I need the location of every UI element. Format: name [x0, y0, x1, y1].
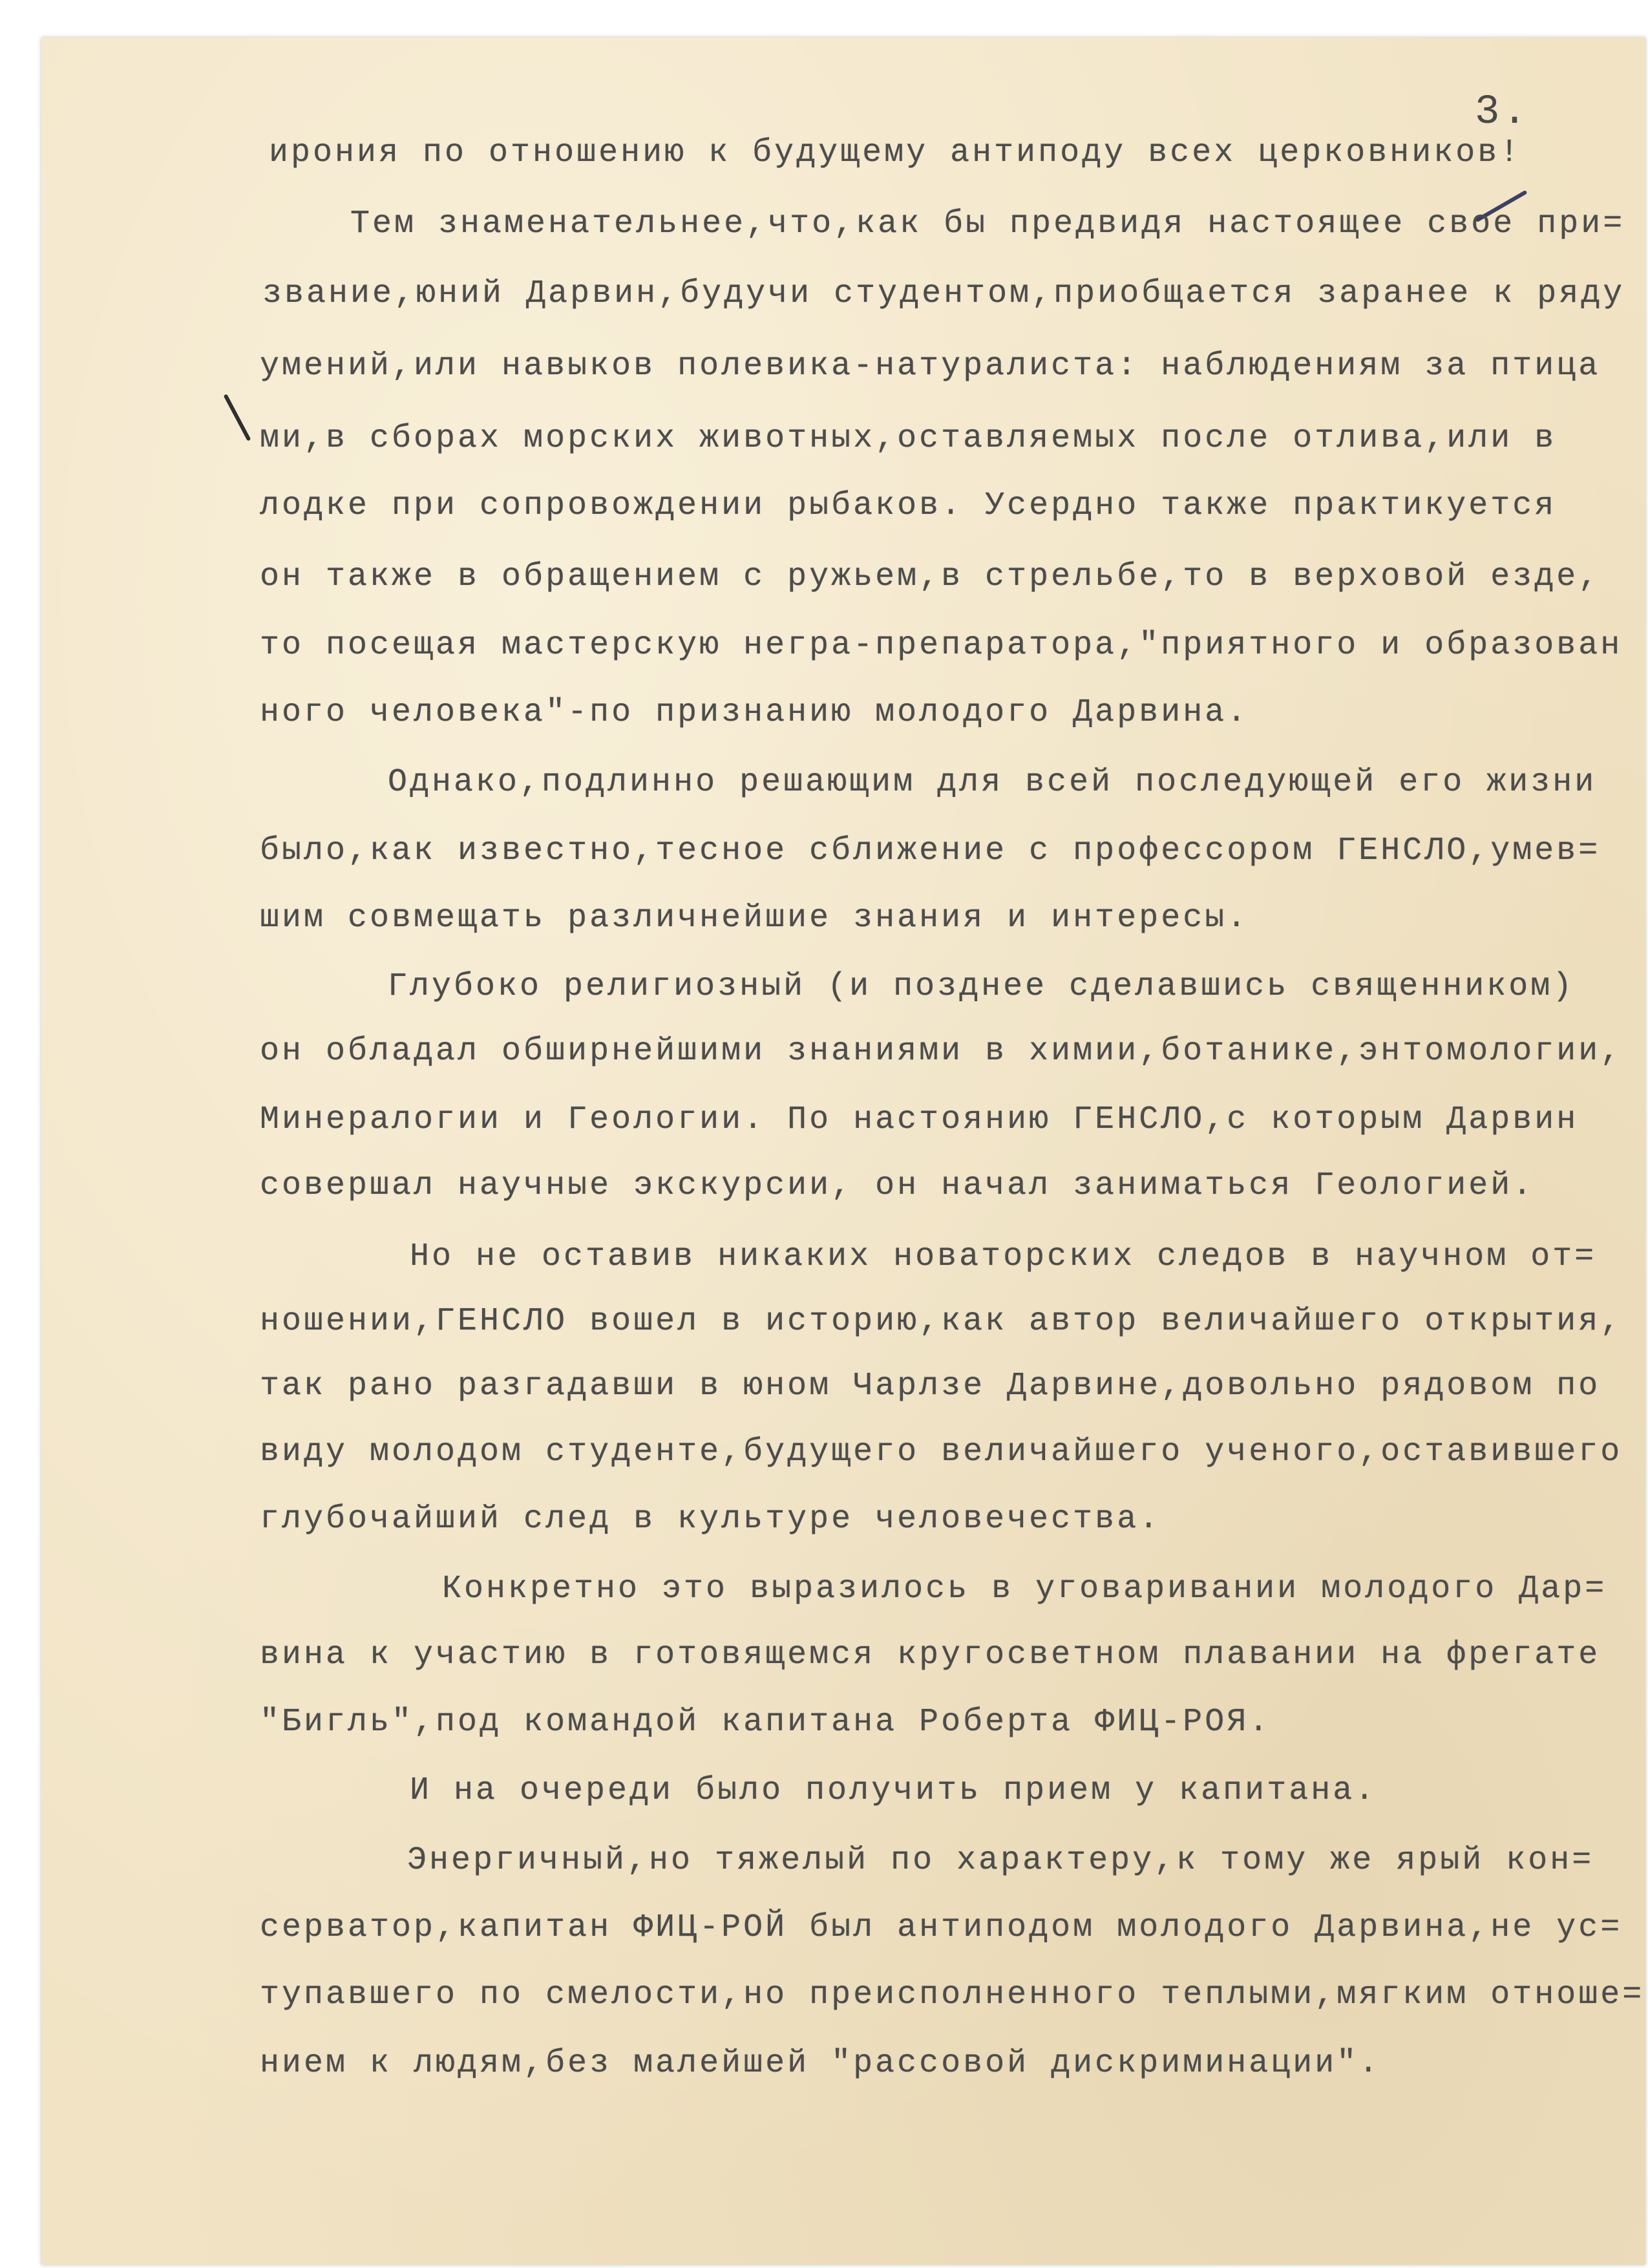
- text-line: серватор,капитан ФИЦ-РОЙ был антиподом молодого Дарвина,не ус=: [260, 1909, 1623, 1946]
- text-line: тупавшего по смелости,но преисполненного теплыми,мягким отноше=: [260, 1977, 1645, 2013]
- document-page: [41, 37, 1645, 2265]
- text-line: Тем знаменательнее,что,как бы предвидя настоящее свое при=: [350, 206, 1625, 242]
- text-line: было,как известно,тесное сближение с профессором ГЕНСЛО,умев=: [260, 832, 1601, 869]
- text-line: "Бигль",под командой капитана Роберта ФИЦ-РОЯ.: [260, 1704, 1271, 1741]
- text-line: Но не оставив никаких новаторских следов в научном от=: [410, 1238, 1597, 1275]
- text-line: Минералогии и Геологии. По настоянию ГЕНСЛО,с которым Дарвин: [260, 1101, 1579, 1138]
- text-line: ного человека"-по признанию молодого Дарвина.: [260, 694, 1249, 731]
- text-line: совершал научные экскурсии, он начал заниматься Геологией.: [260, 1167, 1535, 1204]
- text-line: Однако,подлинно решающим для всей последующей его жизни: [388, 764, 1597, 801]
- text-line: так рано разгадавши в юном Чарлзе Дарвине,довольно рядовом по: [260, 1368, 1601, 1404]
- text-line: звание,юний Дарвин,будучи студентом,приобщается заранее к ряду: [262, 275, 1625, 312]
- text-line: И на очереди было получить прием у капитана.: [410, 1772, 1377, 1809]
- text-line: нием к людям,без малейшей "рассовой дискриминации".: [260, 2045, 1381, 2082]
- text-line: умений,или навыков полевика-натуралиста: наблюдениям за птица: [260, 348, 1601, 385]
- text-line: шим совмещать различнейшие знания и интересы.: [260, 900, 1249, 937]
- text-line: виду молодом студенте,будущего величайшего ученого,оставившего: [260, 1434, 1623, 1470]
- page-number: 3.: [1475, 89, 1530, 136]
- text-line: он обладал обширнейшими знаниями в химии,ботанике,энтомологии,: [260, 1033, 1623, 1070]
- text-line: лодке при сопровождении рыбаков. Усердно также практикуется: [260, 487, 1557, 524]
- text-line: ми,в сборах морских животных,оставляемых после отлива,или в: [260, 420, 1557, 457]
- text-line: глубочайший след в культуре человечества.: [260, 1501, 1161, 1538]
- text-line: он также в обращением с ружьем,в стрельбе,то в верховой езде,: [260, 558, 1601, 595]
- text-line: Энергичный,но тяжелый по характеру,к тому же ярый кон=: [407, 1842, 1594, 1879]
- text-line: Конкретно это выразилось в уговаривании молодого Дар=: [442, 1571, 1607, 1607]
- text-line: вина к участию в готовящемся кругосветном плавании на фрегате: [260, 1637, 1601, 1673]
- text-line: ношении,ГЕНСЛО вошел в историю,как автор величайшего открытия,: [260, 1303, 1623, 1340]
- text-line: ирония по отношению к будущему антиподу всех церковников!: [269, 134, 1522, 171]
- text-line: то посещая мастерскую негра-препаратора,"приятного и образован: [260, 627, 1623, 664]
- text-line: Глубоко религиозный (и позднее сделавшись священником): [388, 968, 1575, 1005]
- handwritten-margin-mark-icon: [224, 394, 251, 441]
